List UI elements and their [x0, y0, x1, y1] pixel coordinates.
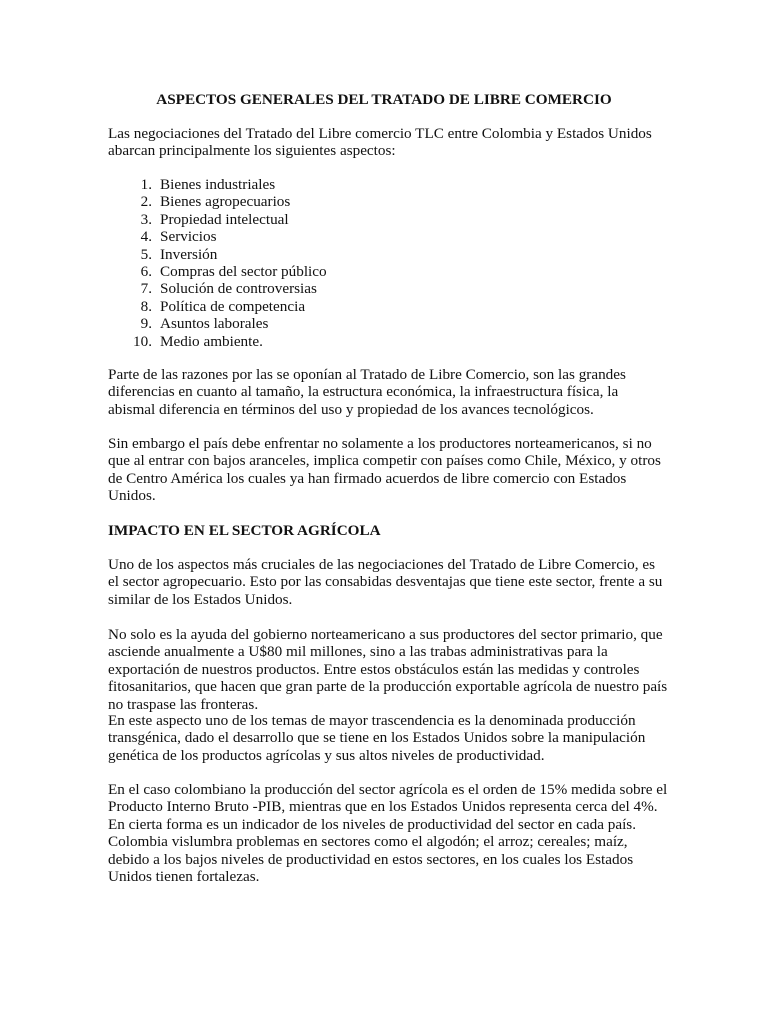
list-item-text: Medio ambiente. — [160, 332, 263, 350]
list-item — [128, 280, 327, 297]
list-item-text: Bienes industriales — [160, 176, 276, 193]
list-item — [128, 315, 327, 332]
list-item-text: Asuntos laborales — [160, 315, 269, 333]
list-item-text: Servicios — [160, 228, 217, 246]
paragraph-agricultural-sector: Uno de los aspectos más cruciales de las negociaciones del Tratado de Libre Comercio, es el sector agropecuario. Esto por las consabidas desventajas que tiene este sector, frente a su similar de los Estados Unidos. — [108, 556, 663, 608]
section-heading-agricultural-impact: IMPACTO EN EL SECTOR AGRÍCOLA — [108, 522, 381, 539]
list-item — [128, 211, 327, 228]
aspects-list — [128, 176, 327, 350]
list-item-number: 4. — [140, 228, 152, 246]
list-item-text: Propiedad intelectual — [160, 210, 289, 228]
list-item — [128, 333, 327, 350]
document-title: ASPECTOS GENERALES DEL TRATADO DE LIBRE COMERCIO — [156, 91, 612, 108]
paragraph-colombian-case: En el caso colombiano la producción del sector agrícola es el orden de 15% medida sobre el Producto Interno Bruto -PIB, mientras que en los Estados Unidos representa cerca del 4%. En cierta forma es un indicador de los niveles de productividad del sector en cada país. Colombia vislumbra problemas en sectores como el algodón; el arroz; cereales; maíz, debido a los bajos niveles de productividad en estos sectores, en los cuales los Estados Unidos tienen fortalezas. — [108, 781, 668, 886]
list-item-text: Inversión — [160, 245, 218, 263]
list-item-text: Bienes agropecuarios — [160, 193, 291, 211]
list-item-number: 2. — [140, 193, 152, 211]
paragraph-reasons: Parte de las razones por las se oponían al Tratado de Libre Comercio, son las grandes diferencias en cuanto al tamaño, la estructura económica, la infraestructura física, la abismal diferencia en términos del uso y propiedad de los avances tecnológicos. — [108, 366, 626, 418]
paragraph-transgenic: En este aspecto uno de los temas de mayor trascendencia es la denominada producción transgénica, dado el desarrollo que se tiene en los Estados Unidos sobre la manipulación genética de los productos agrícolas y sus altos niveles de productividad. — [108, 712, 646, 764]
list-item-text: Política de competencia — [160, 297, 306, 315]
list-item-text: Solución de controversias — [160, 280, 317, 298]
paragraph-government-aid: No solo es la ayuda del gobierno norteamericano a sus productores del sector primario, que asciende anualmente a U$80 mil millones, sino a las trabas administrativas para la exportación de nuestros productos. Entre estos obstáculos están las medidas y controles fitosanitarios, que hacen que gran parte de la producción exportable agrícola de nuestro país no traspase las fronteras. — [108, 626, 668, 713]
list-item-number: 8. — [140, 297, 152, 315]
list-item-number: 5. — [140, 245, 152, 263]
list-item — [128, 193, 327, 210]
list-item-number: 1. — [140, 176, 152, 193]
list-item-number: 9. — [140, 315, 152, 333]
list-item — [128, 176, 327, 193]
list-item — [128, 228, 327, 245]
list-item-number: 3. — [140, 210, 152, 228]
list-item-number: 10. — [133, 332, 152, 350]
list-item — [128, 298, 327, 315]
intro-paragraph: Las negociaciones del Tratado del Libre comercio TLC entre Colombia y Estados Unidos abarcan principalmente los siguientes aspectos: — [108, 125, 652, 160]
paragraph-competition: Sin embargo el país debe enfrentar no solamente a los productores norteamericanos, si no que al entrar con bajos aranceles, implica competir con países como Chile, México, y otros de Centro América los cuales ya han firmado acuerdos de libre comercio con Estados Unidos. — [108, 435, 661, 505]
list-item-number: 7. — [140, 280, 152, 298]
list-item-text: Compras del sector público — [160, 262, 327, 280]
list-item — [128, 246, 327, 263]
list-item-number: 6. — [140, 262, 152, 280]
list-item — [128, 263, 327, 280]
